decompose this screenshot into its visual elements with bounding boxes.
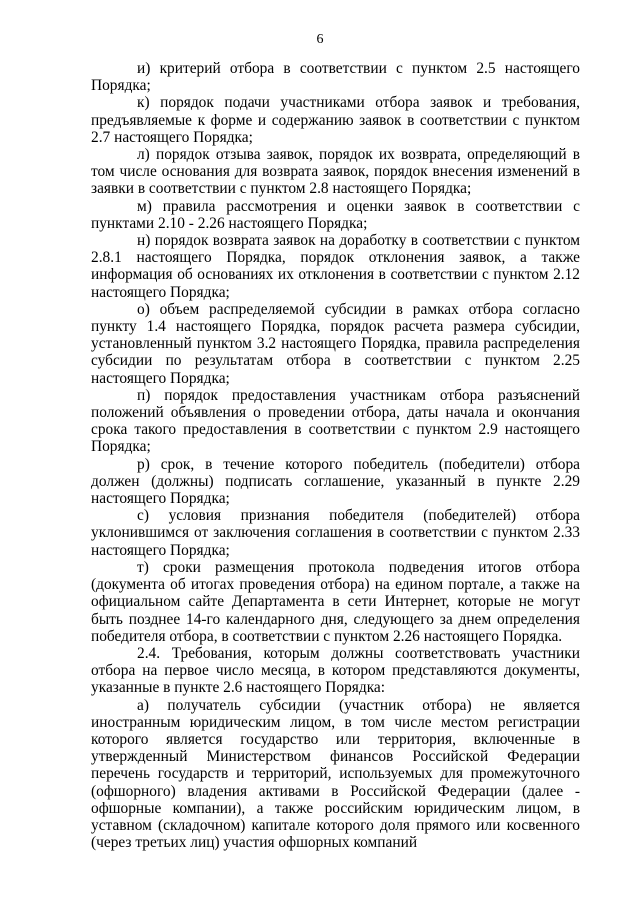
paragraph-2-4: 2.4. Требования, которым должны соответствовать участники отбора на первое число месяца, в котором представляются документы, указанные в пункте 2.6 настоящего Порядка: (91, 644, 580, 697)
paragraph-a: а) получатель субсидии (участник отбора) не является иностранным юридическим лицом, в том числе местом регистрации которого является государство или территория, включенные в утвержденный Министерством финансов Российской Федерации перечень государств и территорий, используемых для промежуточного (офшорного) владения активами в Российской Федерации (далее - офшорные компании), а также российским юридическим лицом, в уставном (складочном) капитале которого доля прямого или косвенного (через третьих лиц) участия офшорных компаний (91, 696, 580, 852)
paragraph-r: р) срок, в течение которого победитель (победители) отбора должен (должны) подписать соглашение, указанный в пункте 2.29 настоящего Порядка; (91, 455, 580, 508)
paragraph-k: к) порядок подачи участниками отбора заявок и требования, предъявляемые к форме и содержанию заявок в соответствии с пунктом 2.7 настоящего Порядка; (91, 94, 580, 146)
paragraph-p: п) порядок предоставления участникам отбора разъяснений положений объявления о проведении отбора, даты начала и окончания срока такого предоставления в соответствии с пунктом 2.9 настоящего Порядка; (91, 386, 580, 456)
paragraph-s: с) условия признания победителя (победителей) отбора уклонившимся от заключения соглашения в соответствии с пунктом 2.33 настоящего Порядка; (91, 507, 580, 559)
paragraph-i: и) критерий отбора в соответствии с пунктом 2.5 настоящего Порядка; (91, 60, 580, 95)
paragraph-l: л) порядок отзыва заявок, порядок их возврата, определяющий в том числе основания для возврата заявок, порядок внесения изменений в заявки в соответствии с пунктом 2.8 настоящего Порядка; (91, 146, 580, 198)
paragraph-m: м) правила рассмотрения и оценки заявок в соответствии с пунктами 2.10 - 2.26 настоящего Порядка; (91, 197, 580, 232)
paragraph-n: н) порядок возврата заявок на доработку в соответствии с пунктом 2.8.1 настоящего Порядка, порядок отклонения заявок, а также информация об основаниях их отклонения в соответствии с пунктом 2.12 настоящего Порядка; (91, 232, 580, 301)
page-number: 6 (316, 32, 324, 47)
document-body (91, 60, 580, 851)
paragraph-t: т) сроки размещения протокола подведения итогов отбора (документа об итогах проведения отбора) на едином портале, а также на официальном сайте Департамента в сети Интернет, которые не могут быть позднее 14-го календарного дня, следующего за днем определения победителя отбора, в соответствии с пунктом 2.26 настоящего Порядка. (91, 558, 580, 645)
paragraph-o: о) объем распределяемой субсидии в рамках отбора согласно пункту 1.4 настоящего Порядка, порядок расчета размера субсидии, установленный пунктом 3.2 настоящего Порядка, правила распределения субсидии по результатам отбора в соответствии с пунктом 2.25 настоящего Порядка; (91, 300, 580, 387)
